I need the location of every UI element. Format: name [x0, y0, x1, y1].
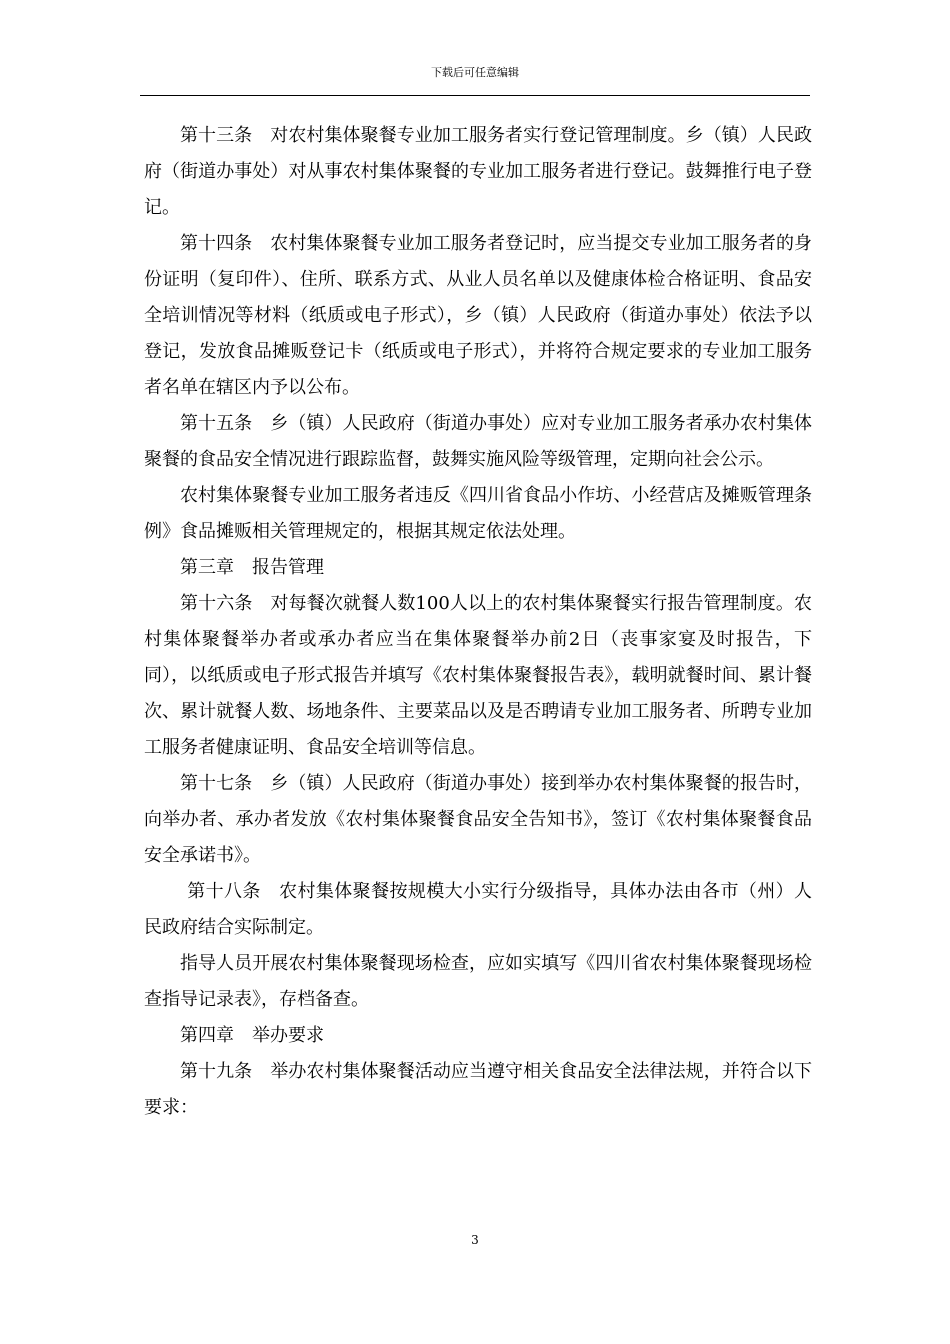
header-note: 下载后可任意编辑 [431, 66, 519, 79]
chapter-heading-4: 第四章 举办要求 [180, 1025, 324, 1046]
paragraph-article-19: 第十九条 举办农村集体聚餐活动应当遵守相关食品安全法律法规，并符合以下要求： [144, 1061, 812, 1118]
chapter-heading-3: 第三章 报告管理 [180, 557, 324, 578]
page-number: 3 [471, 1233, 479, 1247]
paragraph-article-13: 第十三条 对农村集体聚餐专业加工服务者实行登记管理制度。乡（镇）人民政府（街道办事处）对从事农村集体聚餐的专业加工服务者进行登记。鼓舞推行电子登记。 [144, 125, 812, 218]
header-divider [140, 95, 810, 96]
document-body [144, 118, 812, 1126]
paragraph-article-14: 第十四条 农村集体聚餐专业加工服务者登记时，应当提交专业加工服务者的身份证明（复印件）、住所、联系方式、从业人员名单以及健康体检合格证明、食品安全培训情况等材料（纸质或电子形式），乡（镇）人民政府（街道办事处）依法予以登记，发放食品摊贩登记卡（纸质或电子形式），并将符合规定要求的专业加工服务者名单在辖区内予以公布。 [144, 233, 812, 398]
paragraph-article-15: 第十五条 乡（镇）人民政府（街道办事处）应对专业加工服务者承办农村集体聚餐的食品安全情况进行跟踪监督，鼓舞实施风险等级管理，定期向社会公示。 [144, 413, 812, 470]
paragraph-article-17: 第十七条 乡（镇）人民政府（街道办事处）接到举办农村集体聚餐的报告时，向举办者、承办者发放《农村集体聚餐食品安全告知书》，签订《农村集体聚餐食品安全承诺书》。 [144, 773, 812, 866]
paragraph-article-16: 第十六条 对每餐次就餐人数100人以上的农村集体聚餐实行报告管理制度。农村集体聚餐举办者或承办者应当在集体聚餐举办前2日（丧事家宴及时报告，下同），以纸质或电子形式报告并填写《农村集体聚餐报告表》，载明就餐时间、累计餐次、累计就餐人数、场地条件、主要菜品以及是否聘请专业加工服务者、所聘专业加工服务者健康证明、食品安全培训等信息。 [144, 593, 812, 758]
paragraph-article-18: 第十八条 农村集体聚餐按规模大小实行分级指导，具体办法由各市（州）人民政府结合实际制定。 [144, 881, 812, 938]
paragraph-article-18-inspection: 指导人员开展农村集体聚餐现场检查，应如实填写《四川省农村集体聚餐现场检查指导记录表》，存档备查。 [144, 953, 812, 1010]
paragraph-article-15-violation: 农村集体聚餐专业加工服务者违反《四川省食品小作坊、小经营店及摊贩管理条例》食品摊贩相关管理规定的，根据其规定依法处理。 [144, 485, 812, 542]
